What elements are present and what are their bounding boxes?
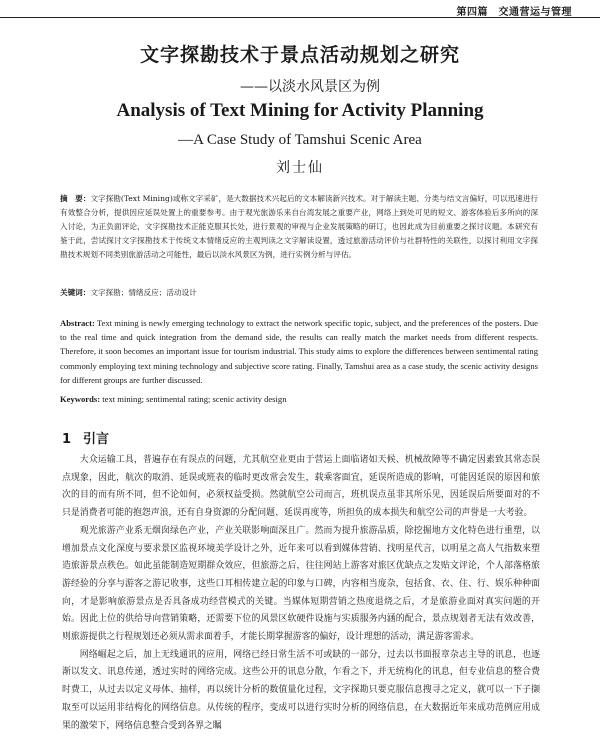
- body-paragraph: 观光旅游产业系无烟囱绿色产业，产业关联影响面深且广。然而为提升旅游品质，除挖掘地方文化特色进行重塑，以增加景点文化深度与要求景区监视环境美学设计之外，近年来可以看到媒体营销、找明星代言，以明星之高人气指数来塑造旅游景点秩色。如此虽能制造短期群众效应，但旅游之后，往往网站上游客对旅区优缺点之发贴文评论，个人部落格旅游经验的分享与游客之游记收事，这些口耳相传建立起的印象与口碑，内容相当庞杂，包括食、衣、住、行、娱乐种种面向，才是影响旅游景点是否具备成功经营模式的关键。当媒体短期营销之热度退烧之后，才是旅游业面对真实问题的开始。因此上位的供给导向营销策略，还需要下位的风景区软硬件设施与实质服务内涵的配合，景点规划者无法有效改善，则旅游提供之行程规划还必须从需求面着手，才能长期掌握游客的偏好，设计理想的活动，满足游客需求。: [62, 525, 540, 643]
- keywords-english: [60, 392, 538, 406]
- section-heading-introduction: [62, 428, 109, 447]
- title-english: Analysis of Text Mining for Activity Planning: [116, 100, 484, 121]
- subtitle-english: —A Case Study of Tamshui Scenic Area: [178, 132, 422, 148]
- abstract-chinese: [60, 192, 538, 262]
- keywords-chinese-text: 文字探勘；情绪反应；活动设计: [90, 288, 197, 297]
- abstract-english-text: Text mining is newly emerging technology to extract the network specific topic, subject, and the preferences of the posters. Due to the real time and quick integration from the demand side, the results can really match the market needs from different respects. Therefore, it soon becomes an important issue for tourism industrial. This study aims to explore the differences between sentimental rating commonly employing text mining technology and subjective score rating. Finally, Tamshui area as a case study, the scenic activity designs for different groups are further discussed.: [60, 318, 538, 385]
- author-name: 刘士仙: [276, 160, 324, 176]
- abstract-chinese-text: 文字探勘(Text Mining)或称文字采矿，是大数据技术兴起后的文本解读新兴技术。对于解读主题、分类与结文言偏好，可以迅速进行有效整合分析，提供因应延误处置上的重要参考。由于观光旅游乐来自台湾发展之重要产业，网络上到处可见的短文、游客体验后多所向的深入讨论，为正负面评论，文字探勘技术正能克服其长处，进行景观的审视与企业发展策略的研订，也因此成为目前重要之探讨议题。本研究有鉴于此，尝试探讨文字探勘技术于传统文本情绪反应的主观判读之文字解读设置，透过旅游活动评价与社群特性的关联性，以探讨利用文字探勘技术规划不同类别旅游活动之可能性，最后以淡水风景区为例，进行实例分析与评估。: [60, 194, 538, 259]
- body-text: [62, 452, 540, 742]
- section-number: 1: [62, 432, 72, 447]
- running-header: 第四篇 交通营运与管理: [456, 7, 572, 18]
- title-chinese: 文字探勘技术于景点活动规划之研究: [139, 44, 460, 66]
- abstract-chinese-label: 摘 要：: [60, 194, 91, 203]
- subtitle-chinese: ——以淡水风景区为例: [240, 79, 380, 95]
- header-rule: [0, 17, 600, 18]
- body-paragraph: 网络崛起之后，加上无线通讯的应用，网络已经日常生活不可或缺的一部分，过去以书面报章杂志主导的讯息，也逐渐以发文、讯息传递，透过实时的网络完成。这些公开的讯息分散，乍看之下，并无统构化的讯息，但专业信息的整合费时费工，从过去以定义母体、抽样，再以统计分析的数值量化过程，文字探勘只要克服信息搜寻之定义，就可以一下子撷取至可以运用非结构化的网络信息。从传统的程序，变成可以进行实时分析的网络信息，在大数据近年来成功范例应用成果的激荣下，网络信息整合受到各界之瞩: [62, 649, 540, 731]
- section-title: 引言: [83, 432, 110, 447]
- keywords-chinese: [60, 286, 538, 300]
- abstract-english-label: Abstract:: [60, 318, 95, 328]
- keywords-chinese-label: 关键词：: [60, 288, 91, 297]
- abstract-english: [60, 316, 538, 387]
- body-paragraph: 大众运输工具，普遍存在有误点的问题，尤其航空业更由于营运上面临诸如天候、机械故障等不确定因素致其常态误点现象，因此，航次的取消、延误或班表的临时更改常会发生，载乘客面宜，延误所造成的影响，可能因延误的原因和旅次的目的而有所不同，但不论如何，必须权益受损。然就航空公司而言，班机误点虽非其所乐见，因延误后所要面对的不只是消费者可能的抱怨声浪，还有自身资源的分配问题、延误再度等，所担负的成本损失和航空公司的声誉是一大考验。: [62, 455, 540, 519]
- keywords-english-text: text mining; sentimental rating; scenic activity design: [102, 394, 287, 404]
- keywords-english-label: Keywords:: [60, 394, 101, 404]
